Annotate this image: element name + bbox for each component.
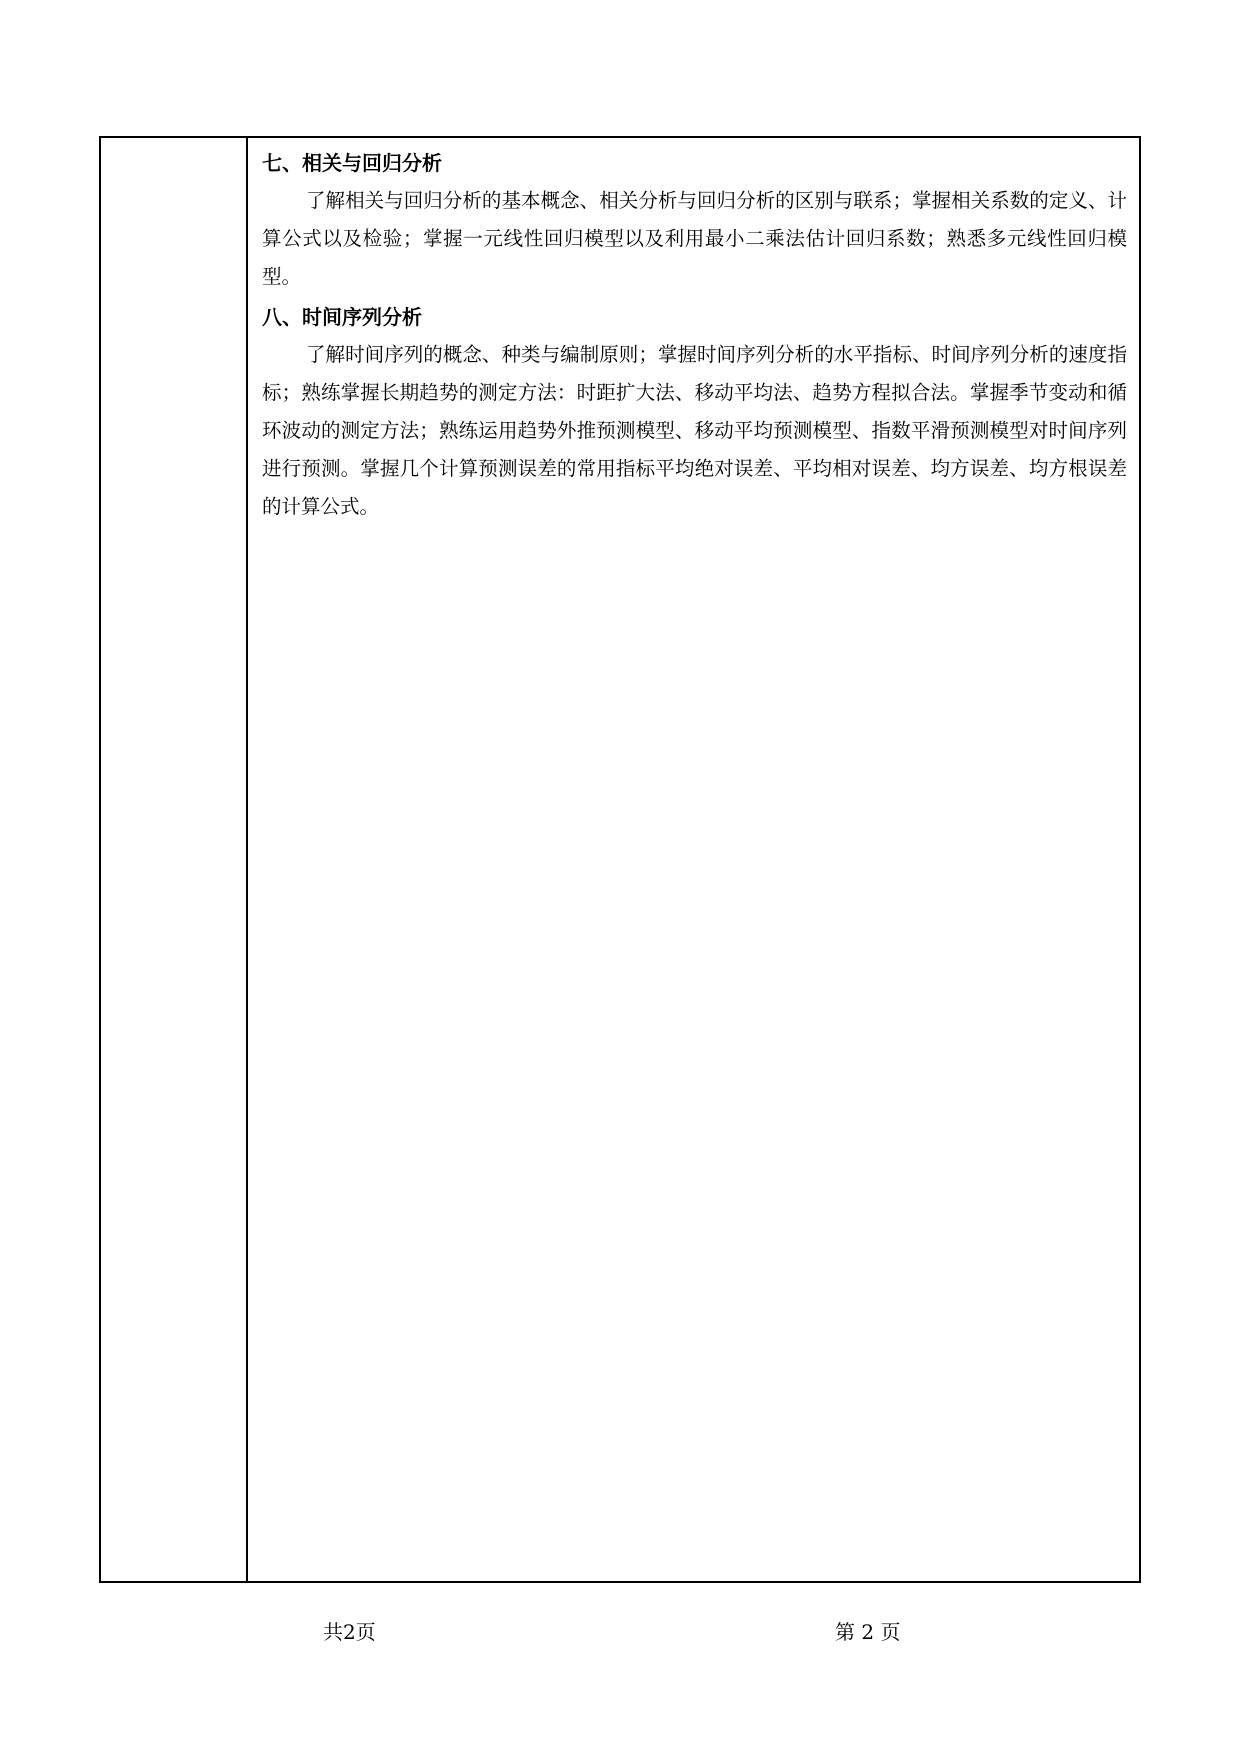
table-label-column bbox=[101, 138, 248, 1581]
footer-page-number: 第 2 页 bbox=[835, 1620, 901, 1644]
section-body-time-series: 了解时间序列的概念、种类与编制原则；掌握时间序列分析的水平指标、时间序列分析的速度指标；熟练掌握长期趋势的测定方法：时距扩大法、移动平均法、趋势方程拟合法。掌握季节变动和循环波动的测定方法；熟练运用趋势外推预测模型、移动平均预测模型、指数平滑预测模型对时间序列进行预测。掌握几个计算预测误差的常用指标平均绝对误差、平均相对误差、均方误差、均方根误差的计算公式。 bbox=[262, 343, 1127, 518]
section-title-time-series: 八、时间序列分析 bbox=[262, 305, 422, 329]
footer-total-pages: 共2页 bbox=[323, 1620, 376, 1644]
syllabus-table bbox=[99, 136, 1141, 1583]
section-body-correlation-regression: 了解相关与回归分析的基本概念、相关分析与回归分析的区别与联系；掌握相关系数的定义、计算公式以及检验；掌握一元线性回归模型以及利用最小二乘法估计回归系数；熟悉多元线性回归模型。 bbox=[262, 189, 1127, 288]
table-content-cell bbox=[262, 138, 1127, 528]
section-title-correlation-regression: 七、相关与回归分析 bbox=[262, 151, 442, 175]
